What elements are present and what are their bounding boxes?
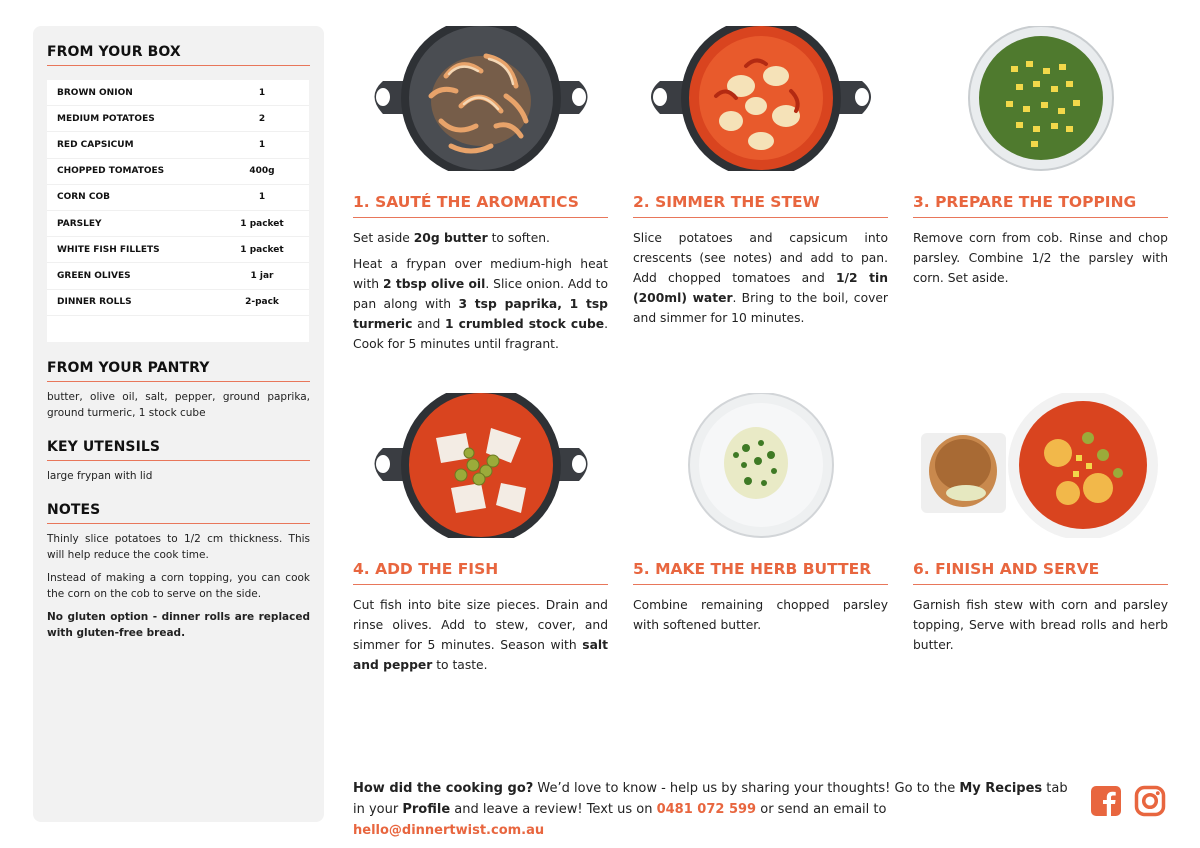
- ingredient-qty: 2-pack: [245, 297, 279, 308]
- note-corn: Instead of making a corn topping, you can cook the corn on the cob to serve on the side.: [47, 571, 310, 600]
- instagram-icon[interactable]: [1134, 785, 1166, 817]
- ingredient-qty: 1 jar: [250, 270, 274, 281]
- ingredient-row: [47, 80, 309, 106]
- ingredient-row: [47, 159, 309, 185]
- ingredient-row: [47, 132, 309, 158]
- social-links: [1090, 785, 1166, 817]
- ingredient-name: CORN COB: [57, 192, 110, 203]
- notes-heading: NOTES: [47, 502, 310, 524]
- step-2: [633, 26, 888, 334]
- pantry-list: butter, olive oil, salt, pepper, ground paprika, ground turmeric, 1 stock cube: [47, 390, 310, 419]
- ingredient-name: CHOPPED TOMATOES: [57, 166, 165, 177]
- step-1-photo: [353, 26, 608, 171]
- ingredient-row: [47, 290, 309, 316]
- ingredient-row: [47, 211, 309, 237]
- step-3-photo: [913, 26, 1168, 171]
- profile-link[interactable]: Profile: [402, 802, 451, 817]
- step-5-title: 5. MAKE THE HERB BUTTER: [633, 560, 888, 585]
- ingredient-row: [47, 237, 309, 263]
- step-2-title: 2. SIMMER THE STEW: [633, 193, 888, 218]
- facebook-icon[interactable]: [1090, 785, 1122, 817]
- step-6: [913, 393, 1168, 661]
- ingredient-name: MEDIUM POTATOES: [57, 113, 155, 124]
- step-4-title: 4. ADD THE FISH: [353, 560, 608, 585]
- ingredient-name: GREEN OLIVES: [57, 270, 131, 281]
- ingredient-qty: 400g: [249, 166, 275, 177]
- step-3-body: Remove corn from cob. Rinse and chop parsley. Combine 1/2 the parsley with corn. Set aside.: [913, 231, 1168, 285]
- ingredient-row: [47, 106, 309, 132]
- table-padding: [47, 316, 309, 342]
- from-your-pantry-heading: FROM YOUR PANTRY: [47, 360, 310, 382]
- step-6-title: 6. FINISH AND SERVE: [913, 560, 1168, 585]
- step-3-title: 3. PREPARE THE TOPPING: [913, 193, 1168, 218]
- ingredient-qty: 1 packet: [240, 244, 284, 255]
- note-potatoes: Thinly slice potatoes to 1/2 cm thickness. This will help reduce the cook time.: [47, 532, 310, 561]
- feedback-footer: How did the cooking go? We’d love to know - help us by sharing your thoughts! Go to the My Recipes tab in your Profile and leave a review! Text us on 0481 072 599 or send an email to hello@dinnertwist.com.au: [353, 781, 1068, 838]
- ingredient-name: BROWN ONION: [57, 87, 133, 98]
- step-1: [353, 26, 608, 360]
- utensils-list: large frypan with lid: [47, 469, 153, 482]
- ingredient-row: [47, 263, 309, 289]
- ingredient-qty: 1 packet: [240, 218, 284, 229]
- ingredient-row: [47, 185, 309, 211]
- ingredient-qty: 1: [258, 139, 266, 150]
- key-utensils-heading: KEY UTENSILS: [47, 439, 310, 461]
- note-gluten: No gluten option - dinner rolls are replaced with gluten-free bread.: [47, 610, 310, 639]
- footer-question: How did the cooking go?: [353, 781, 534, 796]
- my-recipes-link[interactable]: My Recipes: [959, 781, 1043, 796]
- ingredient-qty: 1: [258, 87, 266, 98]
- ingredient-name: PARSLEY: [57, 218, 102, 229]
- step-3: [913, 26, 1168, 294]
- ingredient-name: RED CAPSICUM: [57, 139, 134, 150]
- step-1-title: 1. SAUTÉ THE AROMATICS: [353, 193, 608, 218]
- ingredient-name: WHITE FISH FILLETS: [57, 244, 160, 255]
- email-link[interactable]: hello@dinnertwist.com.au: [353, 823, 545, 838]
- ingredients-sidebar: [33, 26, 324, 822]
- step-4-body: Cut fish into bite size pieces. Drain and rinse olives. Add to stew, cover, and simmer for 5 minutes. Season with salt and pepper to taste.: [353, 598, 608, 672]
- step-4: [353, 393, 608, 681]
- step-5: [633, 393, 888, 641]
- step-6-photo: [913, 393, 1168, 538]
- from-your-box-heading: FROM YOUR BOX: [47, 44, 310, 66]
- step-1-body: Set aside 20g butter to soften. Heat a frypan over medium-high heat with 2 tbsp olive oil. Slice onion. Add to pan along with 3 tsp paprika, 1 tsp turmeric and 1 crumbled stock cube. Cook for 5 minutes until fragrant.: [353, 231, 609, 351]
- step-2-photo: [633, 26, 888, 171]
- ingredient-qty: 1: [258, 192, 266, 203]
- phone-link[interactable]: 0481 072 599: [656, 802, 757, 817]
- ingredients-table: [47, 80, 309, 342]
- step-5-photo: [633, 393, 888, 538]
- step-6-body: Garnish fish stew with corn and parsley topping, Serve with bread rolls and herb butter.: [913, 598, 1168, 652]
- ingredient-qty: 2: [258, 113, 266, 124]
- step-4-photo: [353, 393, 608, 538]
- step-2-body: Slice potatoes and capsicum into crescents (see notes) and add to pan. Add chopped tomatoes and 1/2 tin (200ml) water. Bring to the boil, cover and simmer for 10 minutes.: [633, 231, 888, 325]
- ingredient-name: DINNER ROLLS: [57, 297, 132, 308]
- step-5-body: Combine remaining chopped parsley with softened butter.: [633, 598, 888, 632]
